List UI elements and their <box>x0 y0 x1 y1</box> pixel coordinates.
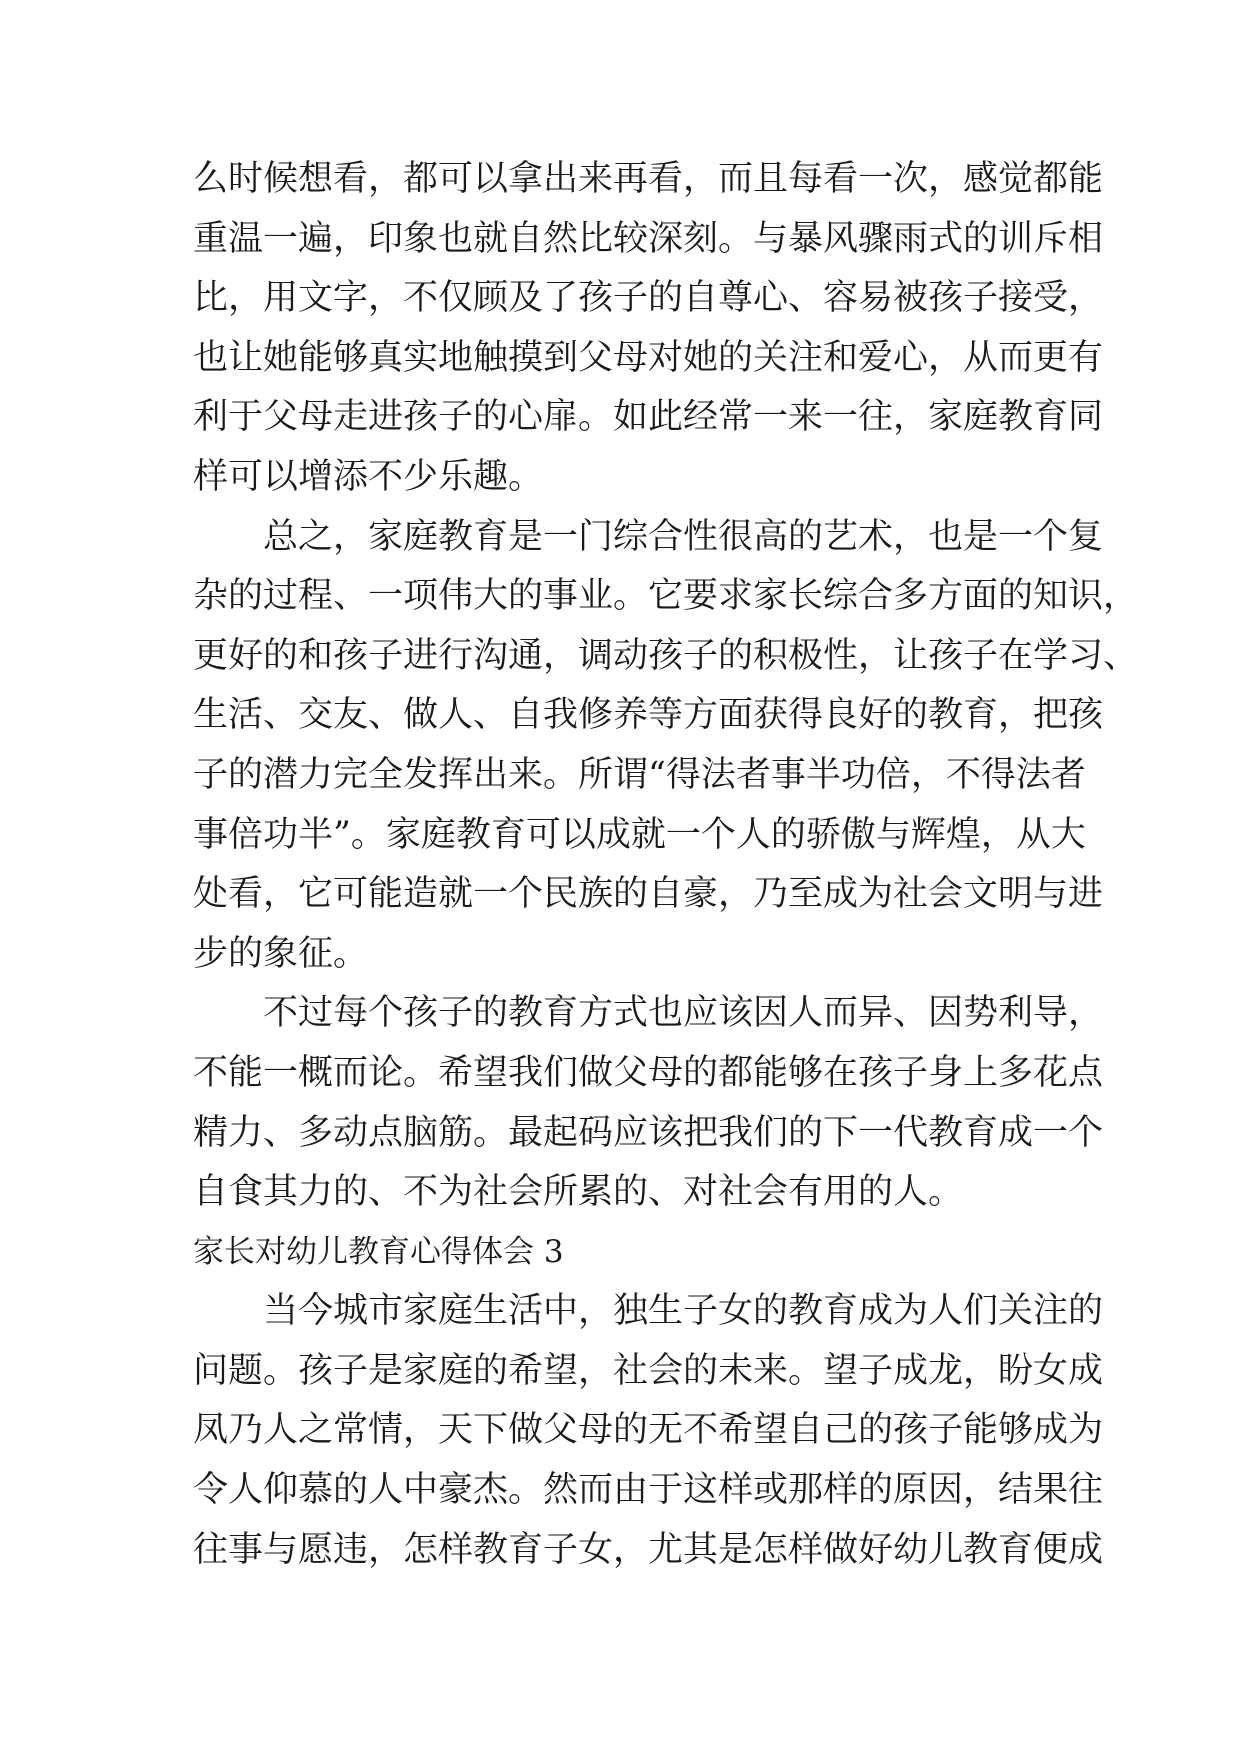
text-line: 事倍功半”。家庭教育可以成就一个人的骄傲与辉煌，从大 <box>193 814 1086 855</box>
text-line: 往事与愿违，怎样教育子女，尤其是怎样做好幼儿教育便成 <box>193 1529 1104 1570</box>
text-line: 自食其力的、不为社会所累的、对社会有用的人。 <box>193 1172 964 1213</box>
text-line: 样可以增添不少乐趣。 <box>193 456 544 497</box>
text-line: 问题。孩子是家庭的希望，社会的未来。望子成龙，盼女成 <box>193 1350 1104 1391</box>
document-page <box>193 150 1139 1580</box>
text-line: 凤乃人之常情，天下做父母的无不希望自己的孩子能够成为 <box>193 1410 1104 1451</box>
text-line: 比，用文字，不仅顾及了孩子的自尊心、容易被孩子接受， <box>193 278 1104 319</box>
text-line: 精力、多动点脑筋。最起码应该把我们的下一代教育成一个 <box>193 1112 1104 1153</box>
text-line: 么时候想看，都可以拿出来再看，而且每看一次，感觉都能 <box>193 159 1104 199</box>
text-line: 重温一遍，印象也就自然比较深刻。与暴风骤雨式的训斥相 <box>193 218 1104 259</box>
section-heading: 家长对幼儿教育心得体会 3 <box>193 1233 564 1270</box>
text-line: 也让她能够真实地触摸到父母对她的关注和爱心，从而更有 <box>193 337 1104 378</box>
text-line: 处看，它可能造就一个民族的自豪，乃至成为社会文明与进 <box>193 874 1104 915</box>
text-line: 总之，家庭教育是一门综合性很高的艺术，也是一个复 <box>263 516 1104 557</box>
text-line: 利于父母走进孩子的心扉。如此经常一来一往，家庭教育同 <box>193 397 1104 438</box>
text-line: 生活、交友、做人、自我修养等方面获得良好的教育，把孩 <box>193 695 1104 736</box>
text-line: 子的潜力完全发挥出来。所谓“得法者事半功倍，不得法者 <box>193 754 1086 795</box>
text-line: 令人仰慕的人中豪杰。然而由于这样或那样的原因，结果往 <box>193 1470 1104 1511</box>
text-line: 更好的和孩子进行沟通，调动孩子的积极性，让孩子在学习、 <box>193 635 1139 676</box>
text-line: 不过每个孩子的教育方式也应该因人而异、因势利导， <box>263 993 1104 1034</box>
text-line: 当今城市家庭生活中，独生子女的教育成为人们关注的 <box>263 1291 1104 1332</box>
text-line: 不能一概而论。希望我们做父母的都能够在孩子身上多花点 <box>193 1052 1104 1093</box>
text-line: 步的象征。 <box>193 933 369 974</box>
text-line: 杂的过程、一项伟大的事业。它要求家长综合多方面的知识， <box>193 576 1139 617</box>
